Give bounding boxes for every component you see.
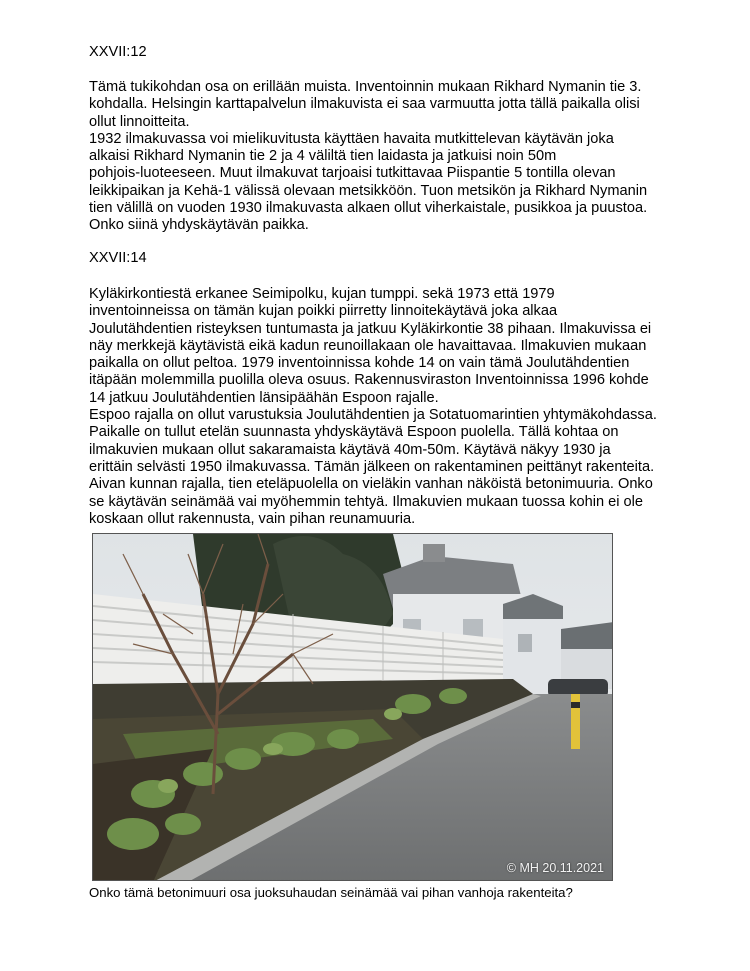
text-line: se käytävän seinämää vai myöhemmin tehtyä. Ilmakuvien mukaan tuossa kohin ei ole bbox=[89, 493, 644, 510]
section-paragraph-xxvii-14 bbox=[89, 286, 689, 528]
text-line: Espoo rajalla on ollut varustuksia Joulutähdentien ja Sotatuomarintien yhtymäkohdassa. bbox=[89, 407, 657, 424]
section-heading-xxvii-14: XXVII:14 bbox=[89, 250, 147, 266]
section-paragraph-xxvii-12 bbox=[89, 79, 689, 235]
text-line: näy merkkejä käytävistä eikä kadun reunoillakaan ole havaittavaa. Ilmakuvien mukaan bbox=[89, 337, 647, 354]
text-line: alkaisi Rikhard Nymanin tie 2 ja 4 väliltä tien laidasta ja jatkuisi noin 50m bbox=[89, 148, 557, 165]
text-line: paikalla on ollut peltoa. 1979 inventoinnissa kohde 14 on vain tämä Joulutähdentien bbox=[89, 355, 630, 372]
text-line: 1932 ilmakuvassa voi mielikuvitusta käyttäen havaita mutkittelevan käytävän joka bbox=[89, 130, 614, 147]
text-line: Onko siinä yhdyskäytävän paikka. bbox=[89, 217, 309, 234]
text-line: itäpään molemmilla puolilla oleva osuus. Rakennusviraston Inventoinnissa 1996 kohde bbox=[89, 372, 649, 389]
section-heading-xxvii-12: XXVII:12 bbox=[89, 44, 147, 60]
text-line: erittäin selvästi 1950 ilmakuvassa. Tämän jälkeen on rakentaminen peittänyt rakenteita. bbox=[89, 458, 655, 475]
street-photo bbox=[92, 533, 613, 881]
text-line: Kyläkirkontiestä erkanee Seimipolku, kujan tumppi. sekä 1973 että 1979 bbox=[89, 286, 555, 302]
text-line: 14 jatkuu Joulutähdentien länsipäähän Espoon rajalle. bbox=[89, 389, 439, 406]
text-line: ilmakuvien mukaan ollut sakaramaista käytävä 40m-50m. Käytävä näkyy 1930 ja bbox=[89, 441, 611, 458]
text-line: kohdalla. Helsingin karttapalvelun ilmakuvista ei saa varmuutta jotta tällä paikalla olisi bbox=[89, 96, 640, 113]
text-line: Tämä tukikohdan osa on erillään muista. Inventoinnin mukaan Rikhard Nymanin tie 3. bbox=[89, 79, 642, 95]
photo-caption: Onko tämä betonimuuri osa juoksuhaudan seinämää vai pihan vanhoja rakenteita? bbox=[89, 885, 573, 900]
photo-copyright: © MH 20.11.2021 bbox=[506, 861, 604, 875]
photo-illustration bbox=[93, 534, 613, 881]
text-line: pohjois-luoteeseen. Muut ilmakuvat tarjoaisi tutkittavaa Piispantie 5 tontilla olevan bbox=[89, 165, 616, 182]
text-line: tien välillä on vuoden 1930 ilmakuvasta alkaen ollut viherkaistale, pusikkoa ja puustoa. bbox=[89, 200, 648, 217]
text-line: Aivan kunnan rajalla, tien eteläpuolella on vieläkin vanhan näköistä betonimuuria. Onko bbox=[89, 476, 653, 493]
text-line: leikkipaikan ja Kehä-1 välissä olevaan metsikköön. Tuon metsikön ja Rikhard Nymanin bbox=[89, 182, 648, 199]
text-line: inventoinneissa on tämän kujan poikki piirretty linnoitekäytävä joka alkaa bbox=[89, 303, 558, 320]
text-line: koskaan ollut rakennusta, vain pihan reunamuuria. bbox=[89, 510, 416, 527]
text-line: Joulutähdentien risteyksen tuntumasta ja jatkuu Kyläkirkontie 38 pihaan. Ilmakuvissa ei bbox=[89, 320, 652, 337]
text-line: ollut linnoitteita. bbox=[89, 113, 190, 130]
text-line: Paikalle on tullut etelän suunnasta yhdyskäytävä Espoon puolella. Tällä kohtaa on bbox=[89, 424, 619, 441]
